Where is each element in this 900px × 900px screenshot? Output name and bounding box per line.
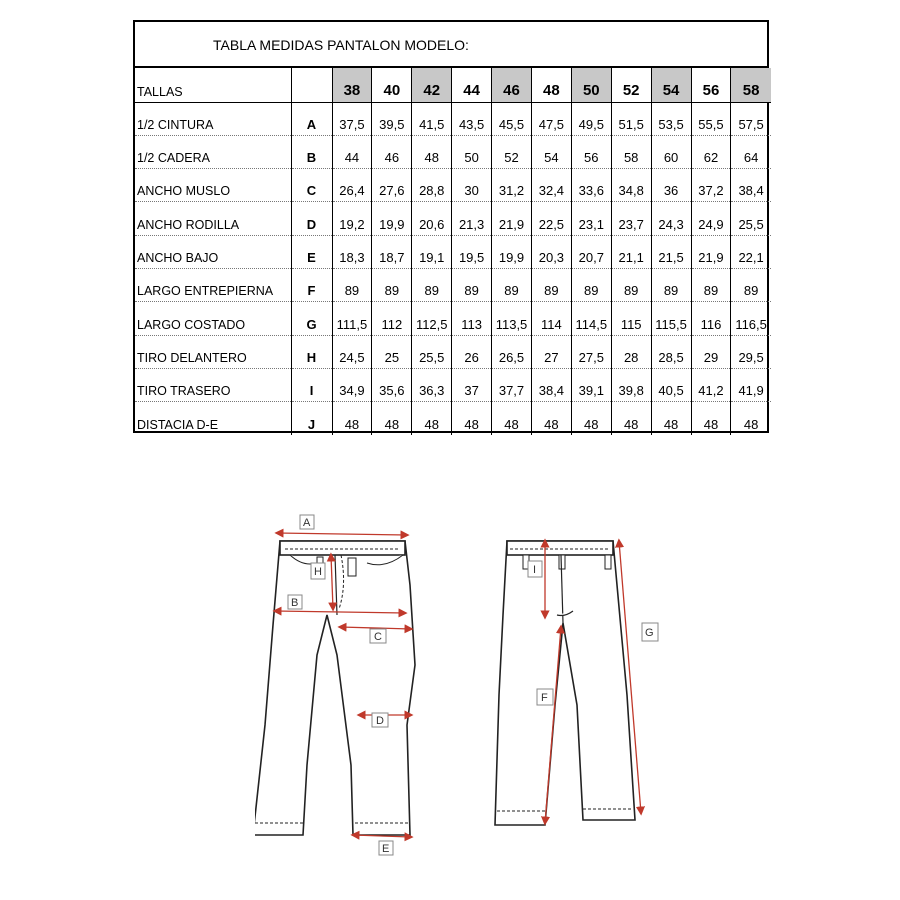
measurement-value: 112,5 <box>412 302 452 335</box>
measurement-value: 27,6 <box>372 169 412 202</box>
size-header-cell: 48 <box>531 68 571 102</box>
measurement-value: 36,3 <box>412 368 452 401</box>
measurement-value: 52 <box>492 135 532 168</box>
measurement-value: 113 <box>452 302 492 335</box>
measurement-value: 26,5 <box>492 335 532 368</box>
measurement-value: 113,5 <box>492 302 532 335</box>
measurement-value: 32,4 <box>531 169 571 202</box>
size-header-cell: 42 <box>412 68 452 102</box>
measurement-value: 89 <box>571 268 611 301</box>
front-trousers <box>255 541 415 835</box>
measurement-value: 43,5 <box>452 102 492 135</box>
measurement-value: 23,7 <box>611 202 651 235</box>
size-header-cell: 40 <box>372 68 412 102</box>
table-row <box>135 235 771 268</box>
measurement-value: 44 <box>332 135 372 168</box>
measurement-value: 21,9 <box>691 235 731 268</box>
measurement-value: 22,1 <box>731 235 771 268</box>
measurement-value: 37,2 <box>691 169 731 202</box>
measurement-value: 89 <box>372 268 412 301</box>
measurement-value: 28,5 <box>651 335 691 368</box>
measurement-value: 29,5 <box>731 335 771 368</box>
measurement-value: 23,1 <box>571 202 611 235</box>
measurement-value: 51,5 <box>611 102 651 135</box>
measurement-code: A <box>291 102 332 135</box>
trousers-diagram <box>255 505 695 875</box>
measurement-value: 48 <box>571 402 611 435</box>
measurement-code: D <box>291 202 332 235</box>
measurement-value: 89 <box>531 268 571 301</box>
measurement-value: 48 <box>412 135 452 168</box>
measurement-code: B <box>291 135 332 168</box>
measurement-value: 115 <box>611 302 651 335</box>
label-g: G <box>645 627 654 639</box>
measurement-value: 24,5 <box>332 335 372 368</box>
measurement-value: 53,5 <box>651 102 691 135</box>
table-row <box>135 268 771 301</box>
table-row <box>135 202 771 235</box>
code-header-cell <box>291 68 332 102</box>
measurement-value: 89 <box>691 268 731 301</box>
measurement-value: 89 <box>651 268 691 301</box>
measurement-value: 47,5 <box>531 102 571 135</box>
measurement-value: 116,5 <box>731 302 771 335</box>
table-row <box>135 169 771 202</box>
measurement-value: 49,5 <box>571 102 611 135</box>
label-b: B <box>291 597 299 609</box>
label-d: D <box>376 715 384 727</box>
measurement-value: 45,5 <box>492 102 532 135</box>
measurement-value: 48 <box>332 402 372 435</box>
size-table <box>133 20 769 433</box>
measurement-value: 89 <box>412 268 452 301</box>
measurement-value: 89 <box>731 268 771 301</box>
measurement-value: 19,1 <box>412 235 452 268</box>
measurement-value: 48 <box>452 402 492 435</box>
measurement-value: 89 <box>611 268 651 301</box>
measurement-value: 29 <box>691 335 731 368</box>
measurement-value: 48 <box>412 402 452 435</box>
measurement-value: 89 <box>492 268 532 301</box>
measurement-value: 21,1 <box>611 235 651 268</box>
measurement-value: 31,2 <box>492 169 532 202</box>
measurement-value: 37,7 <box>492 368 532 401</box>
measurement-value: 46 <box>372 135 412 168</box>
measurement-value: 19,2 <box>332 202 372 235</box>
measurement-label: LARGO COSTADO <box>135 302 291 335</box>
measurement-value: 112 <box>372 302 412 335</box>
size-header-cell: 58 <box>731 68 771 102</box>
measurement-value: 60 <box>651 135 691 168</box>
size-header-cell: 54 <box>651 68 691 102</box>
measurement-value: 114 <box>531 302 571 335</box>
size-header-cell: 50 <box>571 68 611 102</box>
table-row <box>135 368 771 401</box>
measurement-value: 37,5 <box>332 102 372 135</box>
table-title-row <box>135 22 767 68</box>
measurement-label: 1/2 CADERA <box>135 135 291 168</box>
back-trousers <box>495 541 635 825</box>
measurement-value: 18,3 <box>332 235 372 268</box>
measurement-value: 21,3 <box>452 202 492 235</box>
measurement-value: 22,5 <box>531 202 571 235</box>
measurement-code: I <box>291 368 332 401</box>
measurements-grid <box>135 68 771 435</box>
measurement-code: H <box>291 335 332 368</box>
measurement-value: 28,8 <box>412 169 452 202</box>
measurement-value: 39,1 <box>571 368 611 401</box>
measurement-label: ANCHO BAJO <box>135 235 291 268</box>
table-row <box>135 302 771 335</box>
measurement-value: 25 <box>372 335 412 368</box>
measurement-value: 20,6 <box>412 202 452 235</box>
measurement-value: 48 <box>492 402 532 435</box>
measurement-value: 116 <box>691 302 731 335</box>
measurement-value: 20,7 <box>571 235 611 268</box>
label-i: I <box>533 564 537 576</box>
measurement-value: 39,8 <box>611 368 651 401</box>
measurement-label: TIRO TRASERO <box>135 368 291 401</box>
measurement-value: 18,7 <box>372 235 412 268</box>
measurement-label: ANCHO MUSLO <box>135 169 291 202</box>
measurement-value: 57,5 <box>731 102 771 135</box>
label-f: F <box>541 692 548 704</box>
measurement-value: 38,4 <box>531 368 571 401</box>
size-header-cell: 52 <box>611 68 651 102</box>
table-row <box>135 135 771 168</box>
measurement-value: 21,5 <box>651 235 691 268</box>
measurement-value: 34,9 <box>332 368 372 401</box>
measurement-value: 114,5 <box>571 302 611 335</box>
measurement-label: LARGO ENTREPIERNA <box>135 268 291 301</box>
measurement-value: 24,3 <box>651 202 691 235</box>
measurement-code: G <box>291 302 332 335</box>
measurement-value: 48 <box>531 402 571 435</box>
measurement-value: 33,6 <box>571 169 611 202</box>
label-a: A <box>303 517 311 529</box>
measurement-label: TIRO DELANTERO <box>135 335 291 368</box>
measurement-value: 111,5 <box>332 302 372 335</box>
measurement-value: 48 <box>691 402 731 435</box>
measurement-label: ANCHO RODILLA <box>135 202 291 235</box>
size-header-cell: 56 <box>691 68 731 102</box>
measurement-value: 21,9 <box>492 202 532 235</box>
measurement-value: 48 <box>651 402 691 435</box>
measurement-value: 36 <box>651 169 691 202</box>
size-header-cell: 46 <box>492 68 532 102</box>
size-header-cell: 38 <box>332 68 372 102</box>
measurement-label: 1/2 CINTURA <box>135 102 291 135</box>
measurement-value: 30 <box>452 169 492 202</box>
table-row <box>135 102 771 135</box>
table-row <box>135 402 771 435</box>
measurement-value: 38,4 <box>731 169 771 202</box>
label-h: H <box>314 566 322 578</box>
measurement-value: 39,5 <box>372 102 412 135</box>
measurement-code: J <box>291 402 332 435</box>
measurement-value: 26,4 <box>332 169 372 202</box>
measurement-value: 40,5 <box>651 368 691 401</box>
measurement-value: 50 <box>452 135 492 168</box>
measurement-value: 64 <box>731 135 771 168</box>
table-title: TABLA MEDIDAS PANTALON MODELO: <box>213 37 469 53</box>
size-header-cell: 44 <box>452 68 492 102</box>
measurement-value: 26 <box>452 335 492 368</box>
measurement-value: 41,9 <box>731 368 771 401</box>
measurement-value: 48 <box>372 402 412 435</box>
header-row <box>135 68 771 102</box>
measurement-value: 48 <box>743 416 759 432</box>
measurement-value: 20,3 <box>531 235 571 268</box>
measurement-value: 28 <box>611 335 651 368</box>
measurement-value: 25,5 <box>412 335 452 368</box>
measurement-value: 58 <box>611 135 651 168</box>
measurement-value: 34,8 <box>611 169 651 202</box>
measurement-value: 62 <box>691 135 731 168</box>
measurement-value: 54 <box>531 135 571 168</box>
measurement-code: C <box>291 169 332 202</box>
measurement-value: 27,5 <box>571 335 611 368</box>
measurement-value: 27 <box>531 335 571 368</box>
label-e: E <box>382 843 390 855</box>
measurement-value: 41,2 <box>691 368 731 401</box>
measurement-value: 41,5 <box>412 102 452 135</box>
label-c: C <box>374 631 382 643</box>
measurement-value: 24,9 <box>691 202 731 235</box>
measurement-code: E <box>291 235 332 268</box>
measurement-value: 37 <box>452 368 492 401</box>
measurement-value: 19,5 <box>452 235 492 268</box>
measurement-value: 19,9 <box>372 202 412 235</box>
measurement-value: 25,5 <box>731 202 771 235</box>
table-row <box>135 335 771 368</box>
measurement-value: 55,5 <box>691 102 731 135</box>
measurement-code: F <box>291 268 332 301</box>
sizes-header-label: TALLAS <box>135 68 291 102</box>
measurement-value: 115,5 <box>651 302 691 335</box>
measurement-value: 56 <box>571 135 611 168</box>
measurement-value: 89 <box>452 268 492 301</box>
measurement-value: 48 <box>611 402 651 435</box>
measurement-label: DISTACIA D-E <box>135 402 291 435</box>
measurement-value: 35,6 <box>372 368 412 401</box>
measurement-value: 89 <box>332 268 372 301</box>
measurement-value: 19,9 <box>492 235 532 268</box>
